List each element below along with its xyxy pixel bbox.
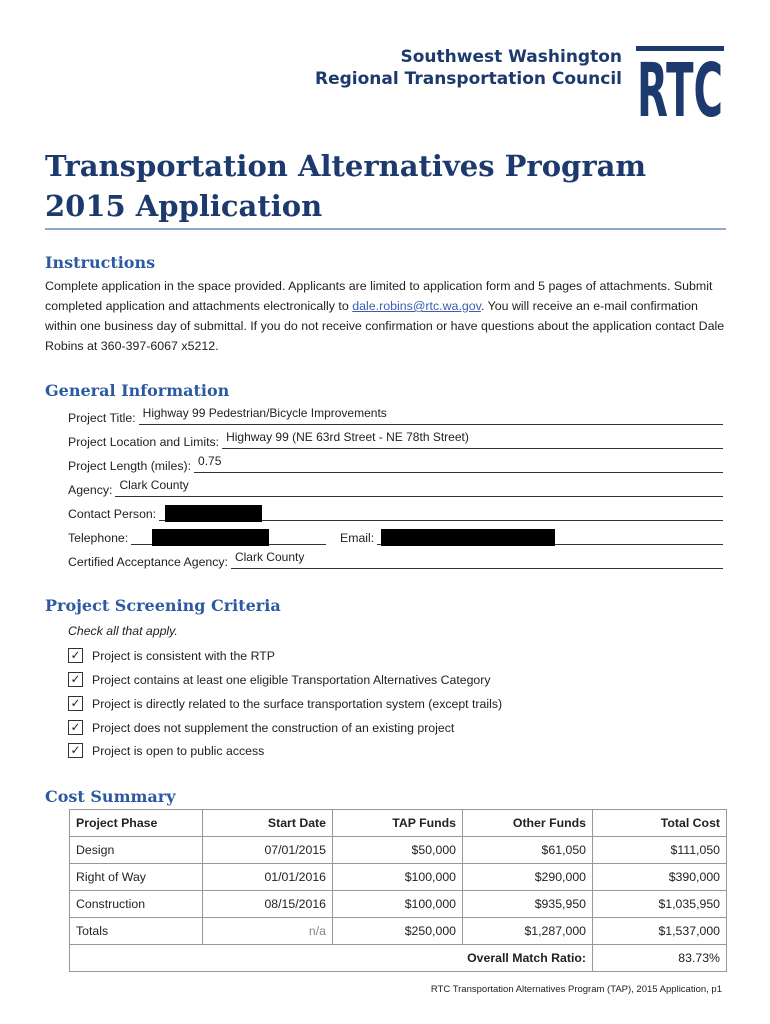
other-funds-cell[interactable]: $290,000 bbox=[463, 864, 593, 891]
title-divider bbox=[45, 228, 726, 230]
project-title-field bbox=[68, 407, 723, 425]
page-title-line1: Transportation Alternatives Program bbox=[45, 149, 647, 183]
agency-value: Clark County bbox=[119, 478, 189, 492]
other-funds-cell[interactable]: $61,050 bbox=[463, 837, 593, 864]
phase-cell: Construction bbox=[70, 891, 203, 918]
screening-item[interactable] bbox=[68, 648, 275, 663]
column-header: Total Cost bbox=[593, 810, 727, 837]
tap-funds-cell[interactable]: $100,000 bbox=[333, 891, 463, 918]
table-row bbox=[70, 918, 727, 945]
instructions-text-part1: Complete application in the space provided. Applicants are limited to application form and 5 pages of attachments. Submit completed application and attachments electronically to bbox=[45, 279, 713, 313]
total-cost-cell[interactable]: $111,050 bbox=[593, 837, 727, 864]
screening-item-label: Project is consistent with the RTP bbox=[92, 648, 275, 663]
project-title-label: Project Title: bbox=[68, 411, 136, 425]
project-length-input[interactable] bbox=[194, 456, 723, 473]
general-info-heading: General Information bbox=[45, 381, 230, 400]
project-location-label: Project Location and Limits: bbox=[68, 435, 220, 449]
column-header: Start Date bbox=[203, 810, 333, 837]
checkbox-checked-icon[interactable]: ✓ bbox=[68, 743, 83, 758]
project-title-value: Highway 99 Pedestrian/Bicycle Improvements bbox=[142, 406, 387, 420]
page-title bbox=[45, 146, 646, 226]
checkbox-checked-icon[interactable]: ✓ bbox=[68, 696, 83, 711]
project-location-value: Highway 99 (NE 63rd Street - NE 78th Street) bbox=[226, 430, 469, 444]
page-footer: RTC Transportation Alternatives Program (TAP), 2015 Application, p1 bbox=[430, 984, 722, 995]
tap-funds-cell[interactable]: $100,000 bbox=[333, 864, 463, 891]
other-funds-cell[interactable]: $935,950 bbox=[463, 891, 593, 918]
contact-person-redaction bbox=[165, 505, 262, 522]
project-length-field bbox=[68, 455, 723, 473]
screening-item-label: Project is open to public access bbox=[92, 743, 265, 758]
tap-funds-cell[interactable]: $50,000 bbox=[333, 837, 463, 864]
table-row bbox=[70, 837, 727, 864]
screening-instruction: Check all that apply. bbox=[68, 624, 178, 638]
rtc-logo-text: RTC bbox=[637, 48, 723, 120]
tap-funds-cell[interactable]: $250,000 bbox=[333, 918, 463, 945]
certified-agency-input[interactable] bbox=[231, 552, 723, 569]
match-ratio-label: Overall Match Ratio: bbox=[70, 945, 593, 972]
screening-item-label: Project does not supplement the construction of an existing project bbox=[92, 720, 455, 735]
screening-item-label: Project contains at least one eligible Transportation Alternatives Category bbox=[92, 672, 491, 687]
cost-summary-table bbox=[69, 809, 727, 972]
cost-summary-heading: Cost Summary bbox=[45, 787, 176, 806]
org-name-line2: Regional Transportation Council bbox=[315, 69, 622, 89]
total-cost-cell[interactable]: $1,035,950 bbox=[593, 891, 727, 918]
agency-field bbox=[68, 479, 723, 497]
checkbox-checked-icon[interactable]: ✓ bbox=[68, 720, 83, 735]
telephone-label: Telephone: bbox=[68, 531, 129, 545]
agency-label: Agency: bbox=[68, 483, 113, 497]
email-redaction bbox=[381, 529, 555, 546]
project-length-value: 0.75 bbox=[198, 454, 222, 468]
start-date-cell[interactable]: 07/01/2015 bbox=[203, 837, 333, 864]
column-header: Project Phase bbox=[70, 810, 203, 837]
screening-item-label: Project is directly related to the surface transportation system (except trails) bbox=[92, 696, 503, 711]
certified-agency-label: Certified Acceptance Agency: bbox=[68, 555, 228, 569]
start-date-cell[interactable]: 08/15/2016 bbox=[203, 891, 333, 918]
email-link[interactable]: dale.robins@rtc.wa.gov bbox=[352, 299, 481, 313]
screening-item[interactable] bbox=[68, 743, 264, 758]
project-location-input[interactable] bbox=[222, 432, 723, 449]
total-cost-cell[interactable]: $390,000 bbox=[593, 864, 727, 891]
phase-cell: Right of Way bbox=[70, 864, 203, 891]
instructions-text bbox=[45, 276, 725, 356]
start-date-cell[interactable]: 01/01/2016 bbox=[203, 864, 333, 891]
org-name bbox=[315, 46, 622, 90]
rtc-logo bbox=[636, 46, 724, 120]
instructions-text-part2: . You will receive an e-mail confirmation within one business day of submittal. If you do not receive confirmation or have questions about the application contact Dale Robins at 360-397-6067 x5212. bbox=[45, 299, 725, 353]
table-row bbox=[70, 864, 727, 891]
screening-heading: Project Screening Criteria bbox=[45, 596, 281, 615]
match-ratio-row bbox=[70, 945, 727, 972]
checkbox-checked-icon[interactable]: ✓ bbox=[68, 672, 83, 687]
project-length-label: Project Length (miles): bbox=[68, 459, 192, 473]
project-location-field bbox=[68, 431, 723, 449]
phase-cell: Totals bbox=[70, 918, 203, 945]
screening-item[interactable] bbox=[68, 720, 454, 735]
phase-cell: Design bbox=[70, 837, 203, 864]
other-funds-cell[interactable]: $1,287,000 bbox=[463, 918, 593, 945]
telephone-redaction bbox=[152, 529, 269, 546]
match-ratio-value[interactable]: 83.73% bbox=[593, 945, 727, 972]
agency-input[interactable] bbox=[115, 480, 723, 497]
org-name-line1: Southwest Washington bbox=[400, 47, 622, 67]
column-header: Other Funds bbox=[463, 810, 593, 837]
instructions-heading: Instructions bbox=[45, 253, 156, 272]
screening-item[interactable] bbox=[68, 696, 502, 711]
checkbox-checked-icon[interactable]: ✓ bbox=[68, 648, 83, 663]
contact-person-label: Contact Person: bbox=[68, 507, 157, 521]
table-row bbox=[70, 891, 727, 918]
certified-agency-value: Clark County bbox=[234, 550, 305, 564]
screening-item[interactable] bbox=[68, 672, 491, 687]
project-title-input[interactable] bbox=[139, 408, 723, 425]
start-date-cell: n/a bbox=[203, 918, 333, 945]
column-header: TAP Funds bbox=[333, 810, 463, 837]
table-header-row bbox=[70, 810, 727, 837]
email-label: Email: bbox=[340, 531, 375, 545]
certified-agency-field bbox=[68, 551, 723, 569]
page-title-line2: 2015 Application bbox=[45, 189, 323, 223]
total-cost-cell[interactable]: $1,537,000 bbox=[593, 918, 727, 945]
